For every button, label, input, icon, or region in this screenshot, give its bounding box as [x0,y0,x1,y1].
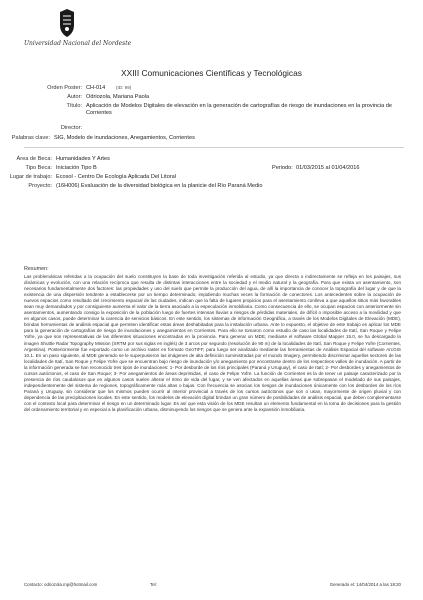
university-seal-icon [58,8,76,38]
tipo-value: Iniciación Tipo B [56,165,97,171]
autor-value: Odriozola, Mariana Paola [86,94,150,100]
periodo-value: 01/03/2015 al 01/04/2016 [296,165,360,171]
university-logo [24,8,132,66]
lugar-label: Lugar de trabajo: [9,174,52,180]
periodo-label: Periodo: [272,165,293,171]
titulo-value: Aplicación de Modelos Digitales de elevación en la generación de cartografías de riesgo de inundaciones en la provincia de Corrientes [86,103,392,116]
palabras-value: SIG, Modelo de inundaciones, Anegamientos, Corrientes [54,135,195,141]
palabras-label: Palabras clave: [11,135,50,141]
event-title: XXIII Comunicaciones Científicas y Tecnológicas [121,68,302,78]
orden-id: (ID: 99) [116,85,132,90]
orden-label: Orden Poster: [47,85,82,91]
footer-tel-label: Tel: [150,582,157,587]
lugar-value: Ecosol - Centro De Ecología Aplicada Del Litoral [56,174,177,180]
titulo-label: Título: [66,103,82,109]
footer-contact: Contacto: odriozola.mp@hotmail.com [24,582,98,587]
area-value: Humanidades Y Artes [56,156,110,162]
institution-name: Universidad Nacional del Nordeste [24,40,132,47]
area-label: Área de Beca: [16,156,52,162]
footer-generated: Generado el: 14/04/2014 a las 18:20 [329,582,401,587]
autor-label: Autor: [67,94,82,100]
proyecto-label: Proyecto: [28,183,52,189]
resumen-label: Resumen: [24,266,49,272]
tipo-label: Tipo Beca: [25,165,52,171]
divider [24,147,404,148]
director-label: Director: [60,125,82,131]
abstract-text: Las problemáticas referidas a la ocupación del suelo constituyen la base de toda investigación referida al estudio, ya que directa o indirectamente se refleja en los paisajes, sus dinámicas y evolución, con una relación recíproca que resulta de distintas interacciones entre la sociedad y el medio natural y la geografía. Para que exista un asentamiento, son necesarios fundamentalmente dos factores: las propiedades y uso del suelo que permite la producción del agua, de allí la importancia de conocer la topografía del lugar y de que la existencia de una dispersión tendente a establecerse por un tiempo determinado, impidiendo muchas veces la formación de conectores. Los antecedentes sobre la ocupación de nuevos espacios como resultado del crecimiento espacial de las ciudades, indican que la falta de lugares propicios para el asentamiento conlleva a que aquellos sitios más favorables sean muy demandados y por consiguiente aumenta el valor de la tierra asociado a la especulación inmobiliaria. Como consecuencia de ello, se ocupan espacios con anteriormente sin asentamientos, aumentando consigo la exposición de la población luego de fuertes intensas lluvias a riesgos de pérdidas materiales, de difícil o imposible acceso a la movilidad y que en algunos casos, puede determinar la carencia de servicios básicos. En este sentido, los sistemas de información Geográfica, a través de los Modelos Digitales de Elevación (MDE), brindan herramientas de análisis espacial que permiten identificar estas áreas deshabitadas para la instalación urbana. Ante lo expuesto, el objetivo de este trabajo es aplicar los MDE para la generación de cartografías de riesgo de inundaciones y anegamientos en Corrientes. Para ello se tomaron como estudio de caso las localidades de Itatí, San Roque y Felipe Yofre, ya que son representativas de las diferentes situaciones encontradas en la provincia. Para generar un MDE, mediante el software Global Mapper 15.0, se ha descargado la imagen Shuttle Radar Topography Mission (SRTM por sus siglas en inglés) de 3 arcos por segundo (resolución de 90 m) de la localidades de Itatí, San Roque y Felipe Yofre (Corrientes, Argentina). Posteriormente fue exportado como un archivo raster en formato GeoTIFF, para luego ser analizado mediante las herramientas de Análisis Espacial del software ArcGIS 10.1. En un paso siguiente, al MDE generado se le superpusieron las imágenes de alta definición suministradas por el mundo Imagery, permitiendo discriminar aquellos sectores de las localidades de Itatí, San Roque y Felipe Yofre que se encuentran bajo riesgo de inundación y/o anegamiento por encontrarse dentro de los respectivos valles de inundación. A partir de la información generada se han reconocido tres tipos de inundaciones: 1- Por desborde de los ríos principales (Paraná y Uruguay), el caso de Itatí; 2- Por desbordes y anegamientos de cursos autóctonos, el caso de San Roque; 3- Por anegamientos de áreas deprimidas, el caso de Felipe Yofre. La función de Corrientes es la de tener un paisaje caracterizado por la presencia de ríos caudalosos que en algunos casos suelen alterar el ritmo de vida del lugar, y se ven afectados en aquellas áreas que sobrepasan el modelado de sus paisajes, independientemente del sistema de regiones, topográficamente más altas o bajas. Con frecuencia se asocian los riesgos de inundaciones únicamente con los desbordes de los ríos Paraná y Uruguay, sin considerar que los mismos pueden ocurrir al interior provincial a través de los cursos autóctonos que son o usan, mayormente de origen pluvial y con dependencia de las precipitaciones locales. En este sentido, los modelos de elevación digital brindan un gran número de posibilidades de análisis espacial, que deben complementarse con el contexto local para determinar el riesgo en un determinado lugar. Es así que esta visión de los MDE resultan un elemento fundamental en la toma de decisiones para la gestión del ordenamiento territorial y en especial a la planificación urbana, disminuyendo los riesgos que se genera ante la expansión inmobiliaria. [24,274,401,413]
orden-value: CH-014 [86,85,106,91]
proyecto-value: (16H006) Evaluación de la diversidad biológica en la planicie del Río Paraná Medio [56,183,263,189]
